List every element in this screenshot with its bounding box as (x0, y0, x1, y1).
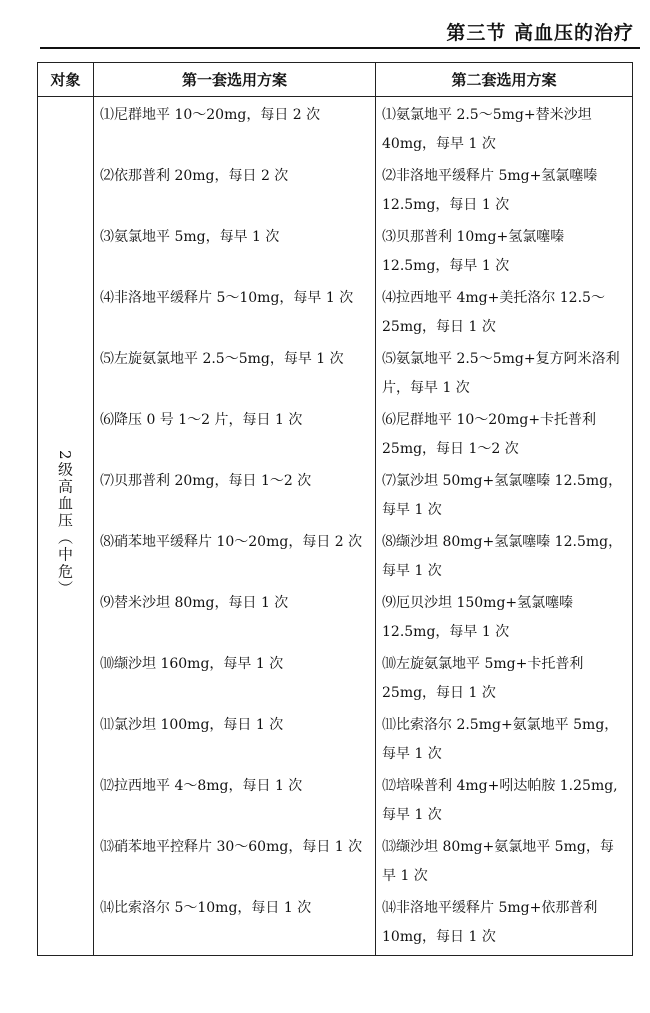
list-item: ⑾比索洛尔 2.5mg+氨氯地平 5mg，每早 1 次 (382, 717, 619, 762)
list-item: ⑶氨氯地平 5mg，每早 1 次 (100, 229, 280, 245)
list-item: ⑽缬沙坦 160mg，每早 1 次 (100, 656, 284, 672)
list-item: ⒀缬沙坦 80mg+氨氯地平 5mg，每早 1 次 (382, 839, 614, 884)
header-rule (40, 47, 640, 49)
list-item: ⒁非洛地平缓释片 5mg+依那普利 10mg，每日 1 次 (382, 900, 598, 945)
second-option-cell (376, 97, 633, 956)
list-item: ⑸左旋氨氯地平 2.5～5mg，每早 1 次 (100, 351, 344, 367)
list-item: ⑾氯沙坦 100mg，每日 1 次 (100, 717, 284, 733)
table-header-row (38, 63, 633, 97)
list-item: ⑿培哚普利 4mg+吲达帕胺 1.25mg,每早 1 次 (382, 778, 618, 823)
list-item: ⑼替米沙坦 80mg，每日 1 次 (100, 595, 289, 611)
list-item: ⒁比索洛尔 5～10mg，每日 1 次 (100, 900, 312, 916)
list-item: ⑷拉西地平 4mg+美托洛尔 12.5～25mg，每日 1 次 (382, 290, 605, 335)
header-first-option: 第一套选用方案 (94, 63, 376, 97)
list-item: ⑵依那普利 20mg，每日 2 次 (100, 168, 289, 184)
first-option-cell (94, 97, 376, 956)
object-cell (38, 97, 94, 956)
first-option-list (94, 97, 375, 955)
list-item: ⑿拉西地平 4～8mg，每日 1 次 (100, 778, 303, 794)
list-item: ⑻硝苯地平缓释片 10～20mg，每日 2 次 (100, 534, 363, 550)
list-item: ⑺贝那普利 20mg，每日 1～2 次 (100, 473, 312, 489)
page-header (40, 14, 640, 46)
list-item: ⑶贝那普利 10mg+氢氯噻嗪 12.5mg，每早 1 次 (382, 229, 565, 274)
section-title: 第三节 高血压的治疗 (446, 22, 634, 44)
list-item: ⑹尼群地平 10～20mg+卡托普利 25mg，每日 1～2 次 (382, 412, 597, 457)
list-item: ⑼厄贝沙坦 150mg+氢氯噻嗪 12.5mg，每早 1 次 (382, 595, 574, 640)
second-option-list (376, 97, 632, 955)
list-item: ⑻缬沙坦 80mg+氢氯噻嗪 12.5mg，每早 1 次 (382, 534, 623, 579)
header-object: 对象 (38, 63, 94, 97)
list-item: ⑹降压 0 号 1～2 片，每日 1 次 (100, 412, 303, 428)
list-item: ⑴尼群地平 10～20mg，每日 2 次 (100, 107, 321, 123)
treatment-table (37, 62, 633, 956)
list-item: ⒀硝苯地平控释片 30～60mg，每日 1 次 (100, 839, 363, 855)
object-label: 2级高血压（中危） (56, 450, 74, 598)
header-second-option: 第二套选用方案 (376, 63, 633, 97)
list-item: ⑷非洛地平缓释片 5～10mg，每早 1 次 (100, 290, 354, 306)
list-item: ⑺氯沙坦 50mg+氢氯噻嗪 12.5mg，每早 1 次 (382, 473, 623, 518)
list-item: ⑴氨氯地平 2.5～5mg+替米沙坦 40mg，每早 1 次 (382, 107, 592, 152)
list-item: ⑽左旋氨氯地平 5mg+卡托普利 25mg，每日 1 次 (382, 656, 584, 701)
list-item: ⑵非洛地平缓释片 5mg+氢氯噻嗪 12.5mg，每日 1 次 (382, 168, 598, 213)
list-item: ⑸氨氯地平 2.5～5mg+复方阿米洛利片，每早 1 次 (382, 351, 620, 396)
table-row (38, 97, 633, 956)
